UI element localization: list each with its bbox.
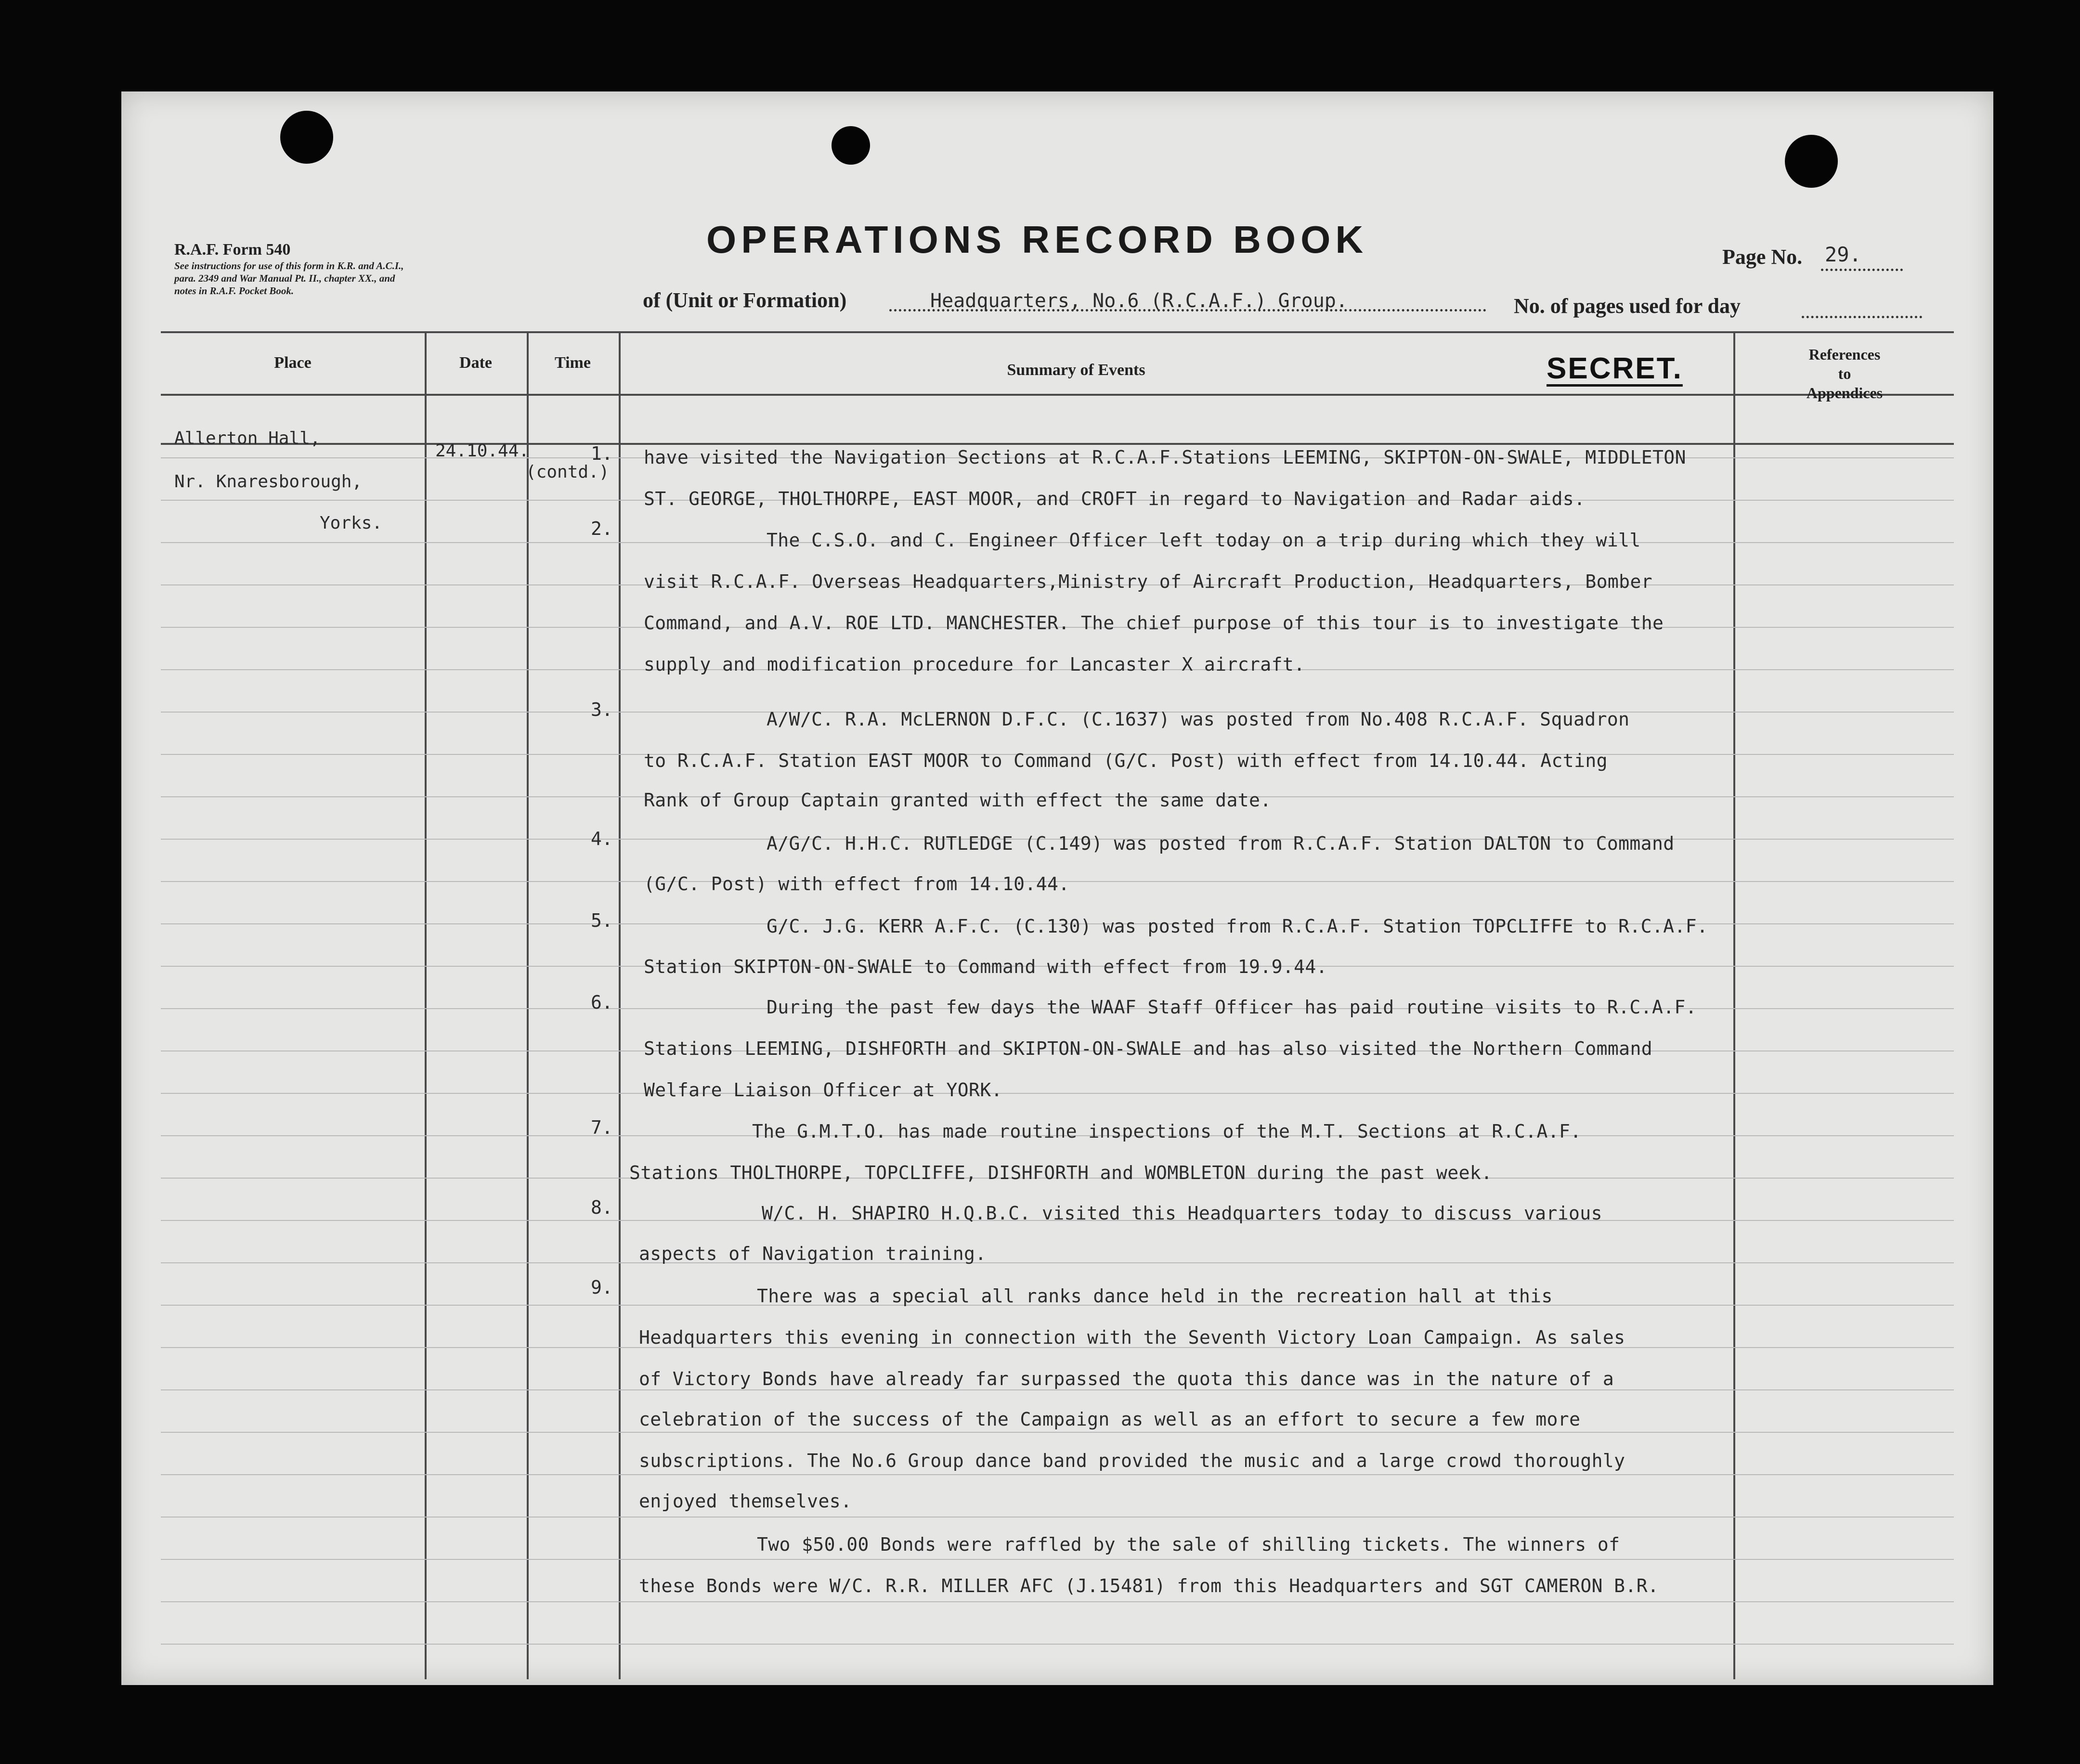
summary-line-7: A/W/C. R.A. McLERNON D.F.C. (C.1637) was posted from No.408 R.C.A.F. Squadron	[767, 709, 1630, 730]
summary-line-23: of Victory Bonds have already far surpassed the quota this dance was in the nature of a	[639, 1368, 1614, 1389]
summary-line-9: Rank of Group Captain granted with effect the same date.	[644, 790, 1272, 811]
summary-line-11: (G/C. Post) with effect from 14.10.44.	[644, 873, 1070, 895]
summary-line-18: Stations THOLTHORPE, TOPCLIFFE, DISHFORTH and WOMBLETON during the past week.	[629, 1162, 1493, 1183]
summary-line-4: visit R.C.A.F. Overseas Headquarters,Ministry of Aircraft Production, Headquarters, Bomber	[644, 571, 1653, 592]
summary-line-25: subscriptions. The No.6 Group dance band provided the music and a large crowd thoroughly	[639, 1450, 1625, 1471]
place-date-divider	[425, 331, 427, 1679]
form-instructions-2: para. 2349 and War Manual Pt. II., chapter XX., and	[174, 272, 395, 284]
column-header-refs-3: Appendices	[1806, 384, 1883, 402]
ruled-line	[161, 1474, 1954, 1475]
column-header-refs-1: References	[1808, 346, 1881, 363]
item-number-6: 6.	[591, 992, 613, 1013]
ruled-line	[161, 1432, 1954, 1433]
item-number-4: 4.	[591, 828, 613, 849]
column-header-summary: Summary of Events	[1007, 361, 1145, 379]
record-sheet	[121, 91, 1993, 1685]
column-header-place: Place	[274, 354, 312, 372]
summary-line-6: supply and modification procedure for Lancaster X aircraft.	[644, 654, 1305, 675]
form-instructions-3: notes in R.A.F. Pocket Book.	[174, 285, 294, 297]
header-bottom-rule	[161, 394, 1954, 396]
summary-line-17: The G.M.T.O. has made routine inspections of the M.T. Sections at R.C.A.F.	[752, 1121, 1582, 1142]
item-number-1: 1.	[591, 443, 613, 464]
summary-line-13: Station SKIPTON-ON-SWALE to Command with effect from 19.9.44.	[644, 956, 1327, 977]
header-top-rule	[161, 331, 1954, 333]
page-number-label: Page No.	[1722, 245, 1803, 269]
item-number-5: 5.	[591, 910, 613, 931]
summary-line-5: Command, and A.V. ROE LTD. MANCHESTER. The chief purpose of this tour is to investigate the	[644, 612, 1664, 634]
binder-hole-center	[832, 126, 870, 165]
item-number-3: 3.	[591, 699, 613, 720]
entry-date: 24.10.44.	[435, 441, 530, 461]
ruled-line	[161, 1262, 1954, 1263]
summary-line-2: ST. GEORGE, THOLTHORPE, EAST MOOR, and CROFT in regard to Navigation and Radar aids.	[644, 488, 1586, 509]
summary-line-24: celebration of the success of the Campaign as well as an effort to secure a few more	[639, 1409, 1581, 1430]
column-header-date: Date	[459, 354, 492, 372]
ruled-line	[161, 1559, 1954, 1560]
item-number-7: 7.	[591, 1117, 613, 1138]
summary-line-1: have visited the Navigation Sections at R.C.A.F.Stations LEEMING, SKIPTON-ON-SWALE, MIDDLETON	[644, 447, 1686, 468]
secret-stamp: SECRET.	[1547, 352, 1683, 385]
summary-line-20: aspects of Navigation training.	[639, 1243, 987, 1264]
page-number-dots	[1821, 269, 1903, 271]
page-title: OPERATIONS RECORD BOOK	[706, 218, 1368, 261]
column-header-refs-2: to	[1838, 365, 1851, 382]
summary-line-15: Stations LEEMING, DISHFORTH and SKIPTON-ON-SWALE and has also visited the Northern Command	[644, 1038, 1653, 1059]
summary-line-14: During the past few days the WAAF Staff Officer has paid routine visits to R.C.A.F.	[767, 997, 1697, 1018]
ruled-line	[161, 1601, 1954, 1602]
item-number-2: 2.	[591, 518, 613, 539]
form-number: R.A.F. Form 540	[174, 241, 291, 259]
pages-used-label: No. of pages used for day	[1514, 294, 1741, 318]
ruled-line	[161, 1517, 1954, 1518]
binder-hole-left	[280, 111, 333, 164]
ruled-line-major	[161, 443, 1954, 445]
summary-line-27: Two $50.00 Bonds were raffled by the sale of shilling tickets. The winners of	[757, 1534, 1620, 1555]
summary-line-22: Headquarters this evening in connection with the Seventh Victory Loan Campaign. As sales	[639, 1327, 1625, 1348]
form-instructions-1: See instructions for use of this form in K.R. and A.C.I.,	[174, 260, 404, 272]
summary-line-12: G/C. J.G. KERR A.F.C. (C.130) was posted from R.C.A.F. Station TOPCLIFFE to R.C.A.F.	[767, 916, 1708, 937]
summary-line-16: Welfare Liaison Officer at YORK.	[644, 1079, 1002, 1101]
date-time-divider	[527, 331, 529, 1679]
binder-hole-right	[1785, 135, 1838, 188]
unit-label: of (Unit or Formation)	[643, 288, 847, 312]
page-number-value: 29.	[1825, 243, 1861, 266]
summary-line-28: these Bonds were W/C. R.R. MILLER AFC (J.15481) from this Headquarters and SGT CAMERON B.R.	[639, 1575, 1659, 1596]
continued-note: (contd.)	[526, 462, 610, 482]
summary-line-19: W/C. H. SHAPIRO H.Q.B.C. visited this Headquarters today to discuss various	[762, 1203, 1602, 1224]
place-line-3: Yorks.	[320, 513, 383, 533]
summary-line-26: enjoyed themselves.	[639, 1491, 852, 1512]
summary-line-8: to R.C.A.F. Station EAST MOOR to Command (G/C. Post) with effect from 14.10.44. Acting	[644, 750, 1608, 771]
summary-line-10: A/G/C. H.H.C. RUTLEDGE (C.149) was posted from R.C.A.F. Station DALTON to Command	[767, 833, 1675, 854]
place-line-2: Nr. Knaresborough,	[174, 472, 363, 492]
column-header-time: Time	[555, 354, 591, 372]
place-line-1: Allerton Hall,	[174, 428, 321, 448]
time-summary-divider	[619, 331, 621, 1679]
pages-used-dots	[1802, 316, 1922, 318]
unit-value: Headquarters, No.6 (R.C.A.F.) Group.	[930, 290, 1348, 312]
summary-line-21: There was a special all ranks dance held in the recreation hall at this	[757, 1285, 1553, 1307]
ruled-line	[161, 1389, 1954, 1390]
item-number-8: 8.	[591, 1197, 613, 1218]
summary-line-3: The C.S.O. and C. Engineer Officer left today on a trip during which they will	[767, 530, 1641, 551]
ruled-line	[161, 1644, 1954, 1645]
ruled-line	[161, 1093, 1954, 1094]
item-number-9: 9.	[591, 1277, 613, 1298]
summary-refs-divider	[1733, 331, 1735, 1679]
